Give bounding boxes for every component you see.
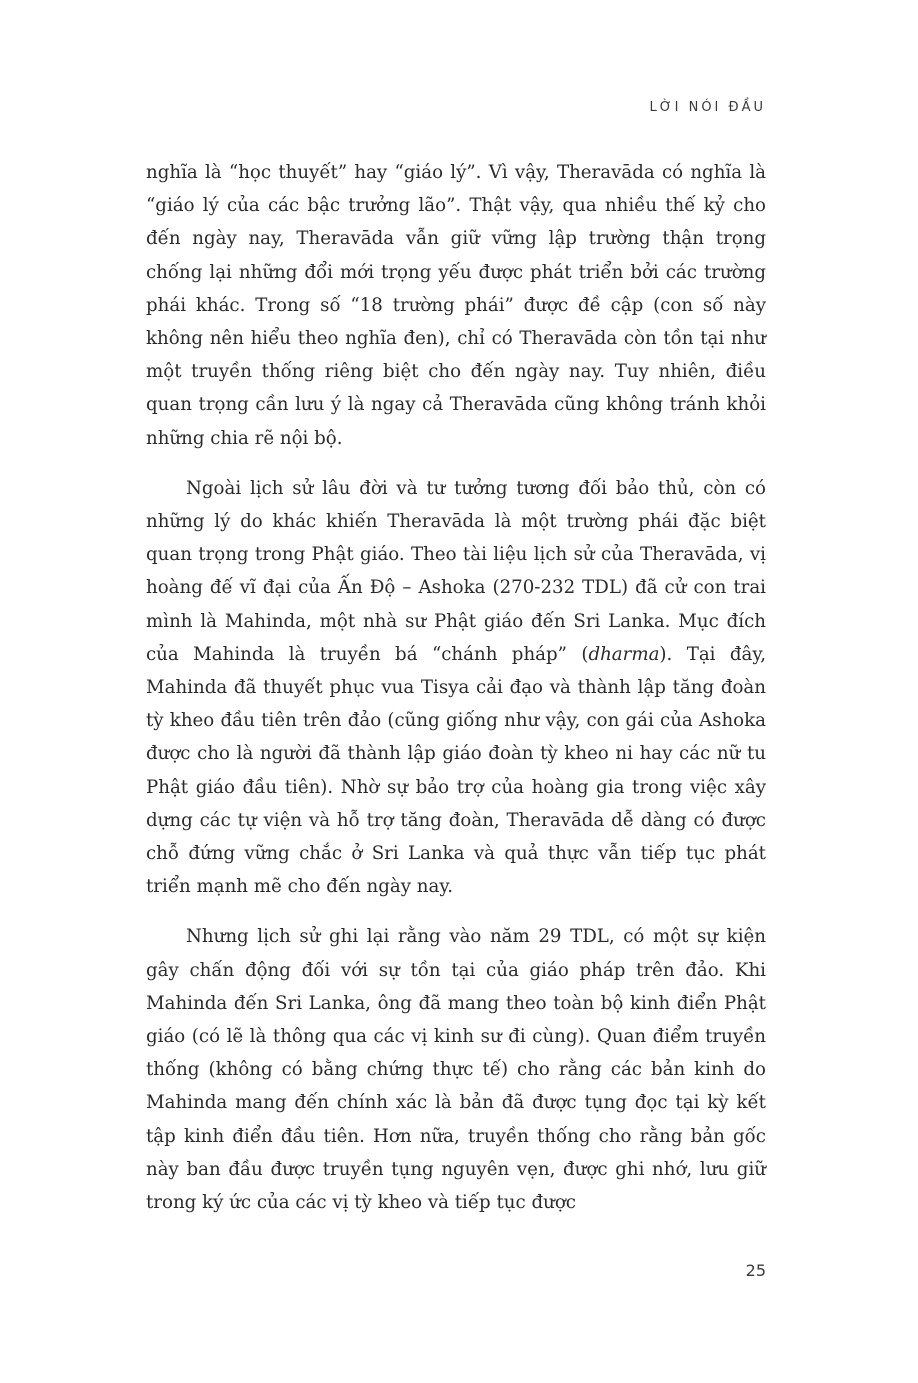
page-number: 25 [745,1261,766,1280]
paragraph-1: nghĩa là “học thuyết” hay “giáo lý”. Vì vậy, Theravāda có nghĩa là “giáo lý của các bậc trưởng lão”. Thật vậy, qua nhiều thế kỷ cho đến ngày nay, Theravāda vẫn giữ vững lập trường thận trọng chống lại những đổi mới trọng yếu được phát triển bởi các trường phái khác. Trong số “18 trường phái” được đề cập (con số này không nên hiểu theo nghĩa đen), chỉ có Theravāda còn tồn tại như một truyền thống riêng biệt cho đến ngày nay. Tuy nhiên, điều quan trọng cần lưu ý là ngay cả Theravāda cũng không tránh khỏi những chia rẽ nội bộ. [146,162,766,449]
paragraph-2-part-2: ). Tại đây, Mahinda đã thuyết phục vua Tisya cải đạo và thành lập tăng đoàn tỳ kheo đầu tiên trên đảo (cũng giống như vậy, con gái của Ashoka được cho là người đã thành lập giáo đoàn tỳ kheo ni hay các nữ tu Phật giáo đầu tiên). Nhờ sự bảo trợ của hoàng gia trong việc xây dựng các tự viện và hỗ trợ tăng đoàn, Theravāda dễ dàng có được chỗ đứng vững chắc ở Sri Lanka và quả thực vẫn tiếp tục phát triển mạnh mẽ cho đến ngày nay. [146,643,766,898]
italic-term-dharma: dharma [588,643,660,665]
paragraph-2-part-1: Ngoài lịch sử lâu đời và tư tưởng tương đối bảo thủ, còn có những lý do khác khiến Theravāda là một trường phái đặc biệt quan trọng trong Phật giáo. Theo tài liệu lịch sử của Theravāda, vị hoàng đế vĩ đại của Ấn Độ – Ashoka (270-232 TDL) đã cử con trai mình là Mahinda, một nhà sư Phật giáo đến Sri Lanka. Mục đích của Mahinda là truyền bá “chánh pháp” ( [146,477,766,665]
paragraph-2 [146,472,766,904]
paragraph-3: Nhưng lịch sử ghi lại rằng vào năm 29 TDL, có một sự kiện gây chấn động đối với sự tồn tại của giáo pháp trên đảo. Khi Mahinda đến Sri Lanka, ông đã mang theo toàn bộ kinh điển Phật giáo (có lẽ là thông qua các vị kinh sư đi cùng). Quan điểm truyền thống (không có bằng chứng thực tế) cho rằng các bản kinh do Mahinda mang đến chính xác là bản đã được tụng đọc tại kỳ kết tập kinh điển đầu tiên. Hơn nữa, truyền thống cho rằng bản gốc này ban đầu được truyền tụng nguyên vẹn, được ghi nhớ, lưu giữ trong ký ức của các vị tỳ kheo và tiếp tục được [146,926,766,1214]
body-text [146,156,766,1219]
running-header: LỜI NÓI ĐẦU [649,100,766,115]
